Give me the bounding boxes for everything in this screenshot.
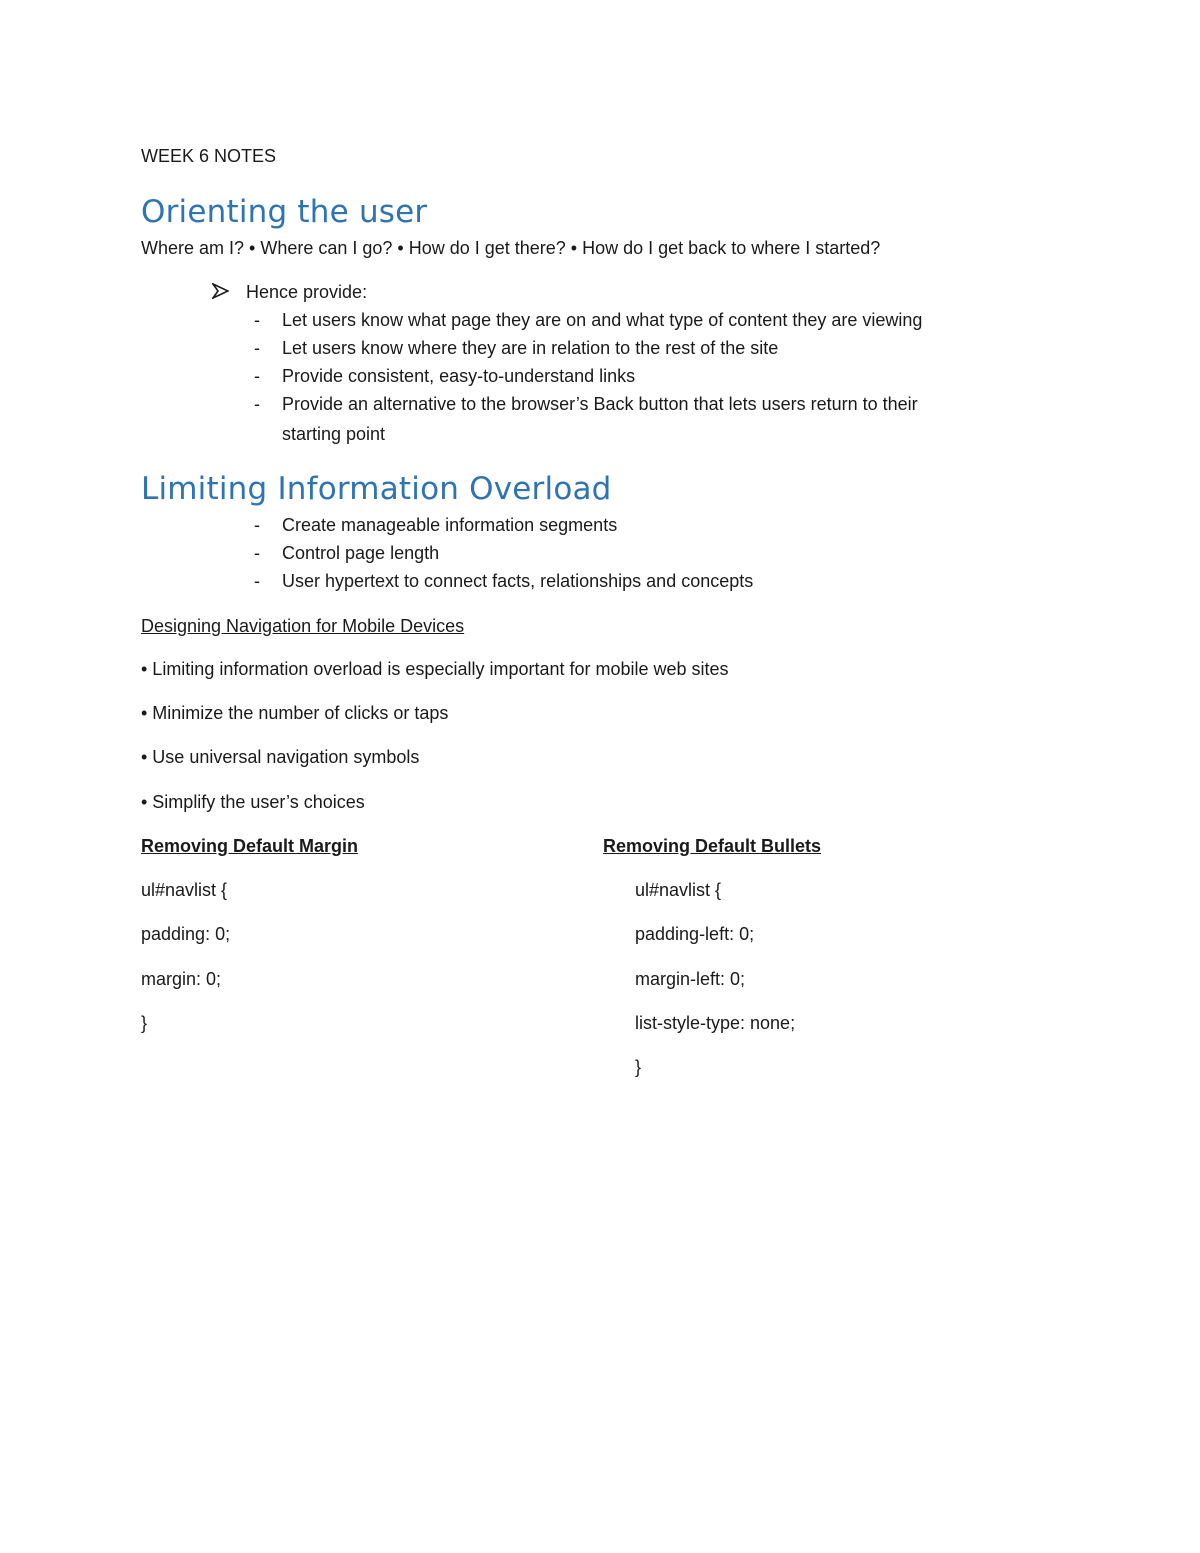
list-item: Provide consistent, easy-to-understand links <box>282 366 636 386</box>
list-dash: - <box>254 515 260 535</box>
code-line: margin-left: 0; <box>635 969 746 989</box>
orienting-intro: Where am I? • Where can I go? • How do I get there? • How do I get back to where I started? <box>141 238 881 258</box>
code-line: padding-left: 0; <box>635 924 755 944</box>
list-item: • Simplify the user’s choices <box>141 792 365 812</box>
list-dash: - <box>254 571 260 591</box>
code-line: } <box>635 1057 642 1077</box>
list-item: User hypertext to connect facts, relationships and concepts <box>282 571 754 591</box>
code-title-bullets: Removing Default Bullets <box>603 836 822 856</box>
list-item: Provide an alternative to the browser’s Back button that lets users return to their <box>282 394 918 414</box>
list-dash: - <box>254 338 260 358</box>
list-dash: - <box>254 310 260 330</box>
arrow-bullet-icon <box>212 283 229 299</box>
list-item: • Minimize the number of clicks or taps <box>141 703 449 723</box>
list-item: Control page length <box>282 543 440 563</box>
code-line: padding: 0; <box>141 924 231 944</box>
code-line: ul#navlist { <box>635 880 722 900</box>
list-dash: - <box>254 394 260 414</box>
list-item: • Use universal navigation symbols <box>141 747 420 767</box>
list-item: • Limiting information overload is especially important for mobile web sites <box>141 659 729 679</box>
hence-provide-label: Hence provide: <box>246 282 368 302</box>
code-line: margin: 0; <box>141 969 222 989</box>
list-item: Let users know where they are in relation to the rest of the site <box>282 338 779 358</box>
document-title: WEEK 6 NOTES <box>141 146 277 166</box>
list-dash: - <box>254 543 260 563</box>
section-heading-orienting: Orienting the user <box>141 194 428 230</box>
list-item-continued: starting point <box>282 424 386 444</box>
code-line: list-style-type: none; <box>635 1013 796 1033</box>
code-title-margin: Removing Default Margin <box>141 836 359 856</box>
code-line: } <box>141 1013 148 1033</box>
section-heading-limiting: Limiting Information Overload <box>141 471 612 507</box>
list-item: Create manageable information segments <box>282 515 618 535</box>
list-item: Let users know what page they are on and what type of content they are viewing <box>282 310 923 330</box>
code-line: ul#navlist { <box>141 880 228 900</box>
subheading-mobile-navigation: Designing Navigation for Mobile Devices <box>141 616 465 636</box>
list-dash: - <box>254 366 260 386</box>
